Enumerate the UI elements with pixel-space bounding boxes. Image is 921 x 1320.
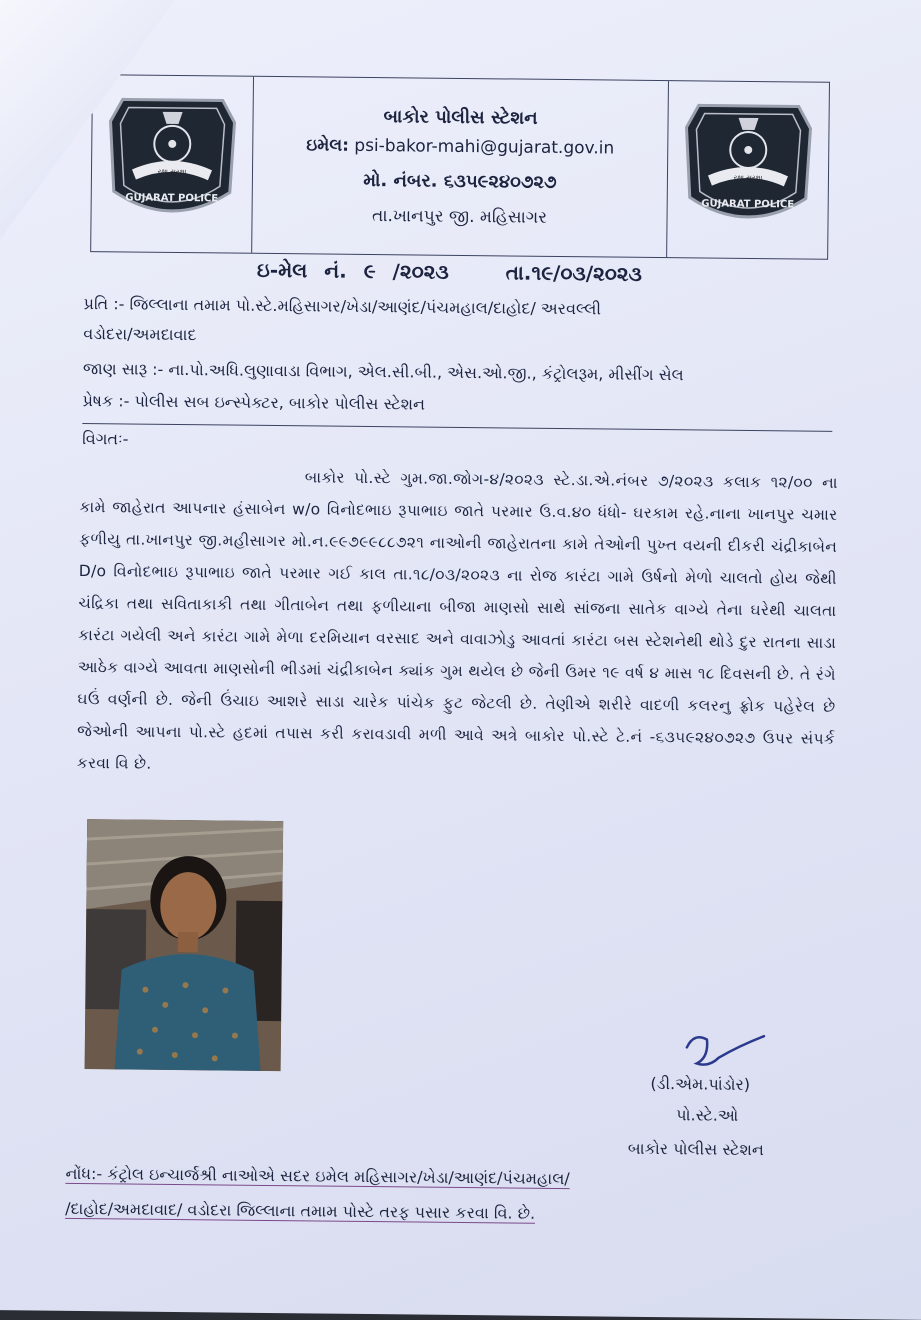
signature-mark <box>679 1027 770 1078</box>
body-paragraph: બાકોર પો.સ્ટે ગુમ.જા.જોગ-૪/૨૦૨૩ સ્ટે.ડા.એ.નંબર ૭/૨૦૨૩ કલાક ૧૨/૦૦ ના કામે જાહેરાત આપનાર હંસાબેન w/o વિનોદભાઇ રૂપાભાઇ જાતે પરમાર ઉ.વ.૪૦ ધંધો- ઘરકામ રહે.નાના ખાનપુર ચમાર ફળીયુ તા.ખાનપુર જી.મહીસાગર મો.ન.૯૯૭૯૯૮૮૭૨૧ નાઓની જાહેરાતના કામે તેઓની પુખ્ત વયની દીકરી ચંદ્રીકાબેન D/o વિનોદભાઇ રૂપાભાઇ જાતે પરમાર ગઈ કાલ તા.૧૮/૦૩/૨૦૨૩ ના રોજ કારંટા ગામે ઉર્ષનો મેળો ચાલતો હોય જેથી ચંદ્રિકા તથા સવિતાકાકી તથા ગીતાબેન તથા ફળીયાના બીજા માણસો સાથે સાંજના સાતેક વાગ્યે તેના ઘરેથી ચાલતા કારંટા ગયેલી અને કારંટા ગામે મેળા દરમિયાન વરસાદ અને વાવાઝોડુ આવતાં કારંટા બસ સ્ટેશનેથી થોડે દુર રાતના સાડા આઠેક વાગ્યે આવતા માણસોની ભીડમાં ચંદ્રીકાબેન ક્યાંક ગુમ થયેલ છે જેની ઉમર ૧૯ વર્ષ ૪ માસ ૧૮ દિવસની છે. તે રંગે ઘઉં વર્ણની છે. જેની ઉંચાઇ આશરે સાડા ચારેક પાંચેક ફુટ જેટલી છે. તેણીએ શરીરે વાદળી કલરનુ ફ્રોક પહેરેલ છે જેઓની આપના પો.સ્ટે હદમાં તપાસ કરી કરાવડાવી મળી આવે અત્રે બાકોર પો.સ્ટે ટે.નં -૬૩૫૯૨૪૦૭૨૭ ઉપર સંપર્ક કરવા વિ છે. <box>76 468 838 773</box>
signatory-station: બાકોર પોલીસ સ્ટેશન <box>627 1138 764 1160</box>
recipient-line-1: પ્રતિ :- જિલ્લાના તમામ પો.સ્ટે.મહિસાગર/ખેડા/આણંદ/પંચમહાલ/દાહોદ/ અરવલ્લી <box>83 293 602 319</box>
details-label: વિગતઃ- <box>82 428 129 449</box>
mobile-number: મો. નંબર. ૬૩૫૯૨૪૦૭૨૭ <box>363 169 557 193</box>
signatory-name: (ડી.એમ.પાંડોર) <box>650 1073 751 1095</box>
notice-body <box>77 459 838 787</box>
missing-person-photo <box>85 819 284 1071</box>
svg-text:GUJARAT POLICE: GUJARAT POLICE <box>701 198 795 211</box>
email-label: ઇમેલ: <box>306 135 350 156</box>
email-address[interactable]: psi-bakor-mahi@gujarat.gov.in <box>354 135 615 159</box>
police-logo-right <box>666 81 829 259</box>
signatory-designation: પો.સ્ટે.ઓ <box>676 1105 739 1125</box>
svg-text:રક્ષા સુરક્ષા: રક્ષા સુરક્ષા <box>733 173 763 183</box>
police-logo-left <box>91 75 254 253</box>
email-number: ઇ-મેલ નં. ૯ /૨૦૨૩ <box>256 257 449 284</box>
email-line <box>252 135 668 159</box>
station-name: બાકોર પોલીસ સ્ટેશન <box>383 106 538 129</box>
letterhead <box>90 74 830 260</box>
letterhead-text <box>251 77 669 257</box>
sender-line: પ્રેષક :- પોલીસ સબ ઇન્સ્પેક્ટર, બાકોર પોલીસ સ્ટેશન <box>82 390 426 414</box>
letter-date: તા.૧૯/૦૩/૨૦૨૩ <box>505 260 643 286</box>
email-reference <box>257 258 642 286</box>
svg-text:GUJARAT POLICE: GUJARAT POLICE <box>125 192 219 205</box>
svg-text:રક્ષા સુરક્ષા: રક્ષા સુરક્ષા <box>157 167 187 177</box>
taluka-district: તા.ખાનપુર જી. મહિસાગર <box>371 206 548 228</box>
note-line-1: નોંધ:- કંટ્રોલ ઇન્ચાર્જશ્રી નાઓએ સદર ઇમેલ મહિસાગર/ખેડા/આણંદ/પંચમહાલ/ <box>65 1163 570 1189</box>
recipient-line-2: વડોદરા/અમદાવાદ <box>83 323 197 345</box>
note-line-2: /દાહોદ/અમદાવાદ/ વડોદરા જિલ્લાના તમામ પોસ્ટે તરફ પસાર કરવા વિ. છે. <box>65 1198 536 1223</box>
divider <box>82 423 832 432</box>
copy-to-line: જાણ સારૂ :- ના.પો.અધિ.લુણાવાડા વિભાગ, એલ.સી.બી., એસ.ઓ.જી., કંટ્રોલરૂમ, મીસીંગ સેલ <box>82 358 684 385</box>
